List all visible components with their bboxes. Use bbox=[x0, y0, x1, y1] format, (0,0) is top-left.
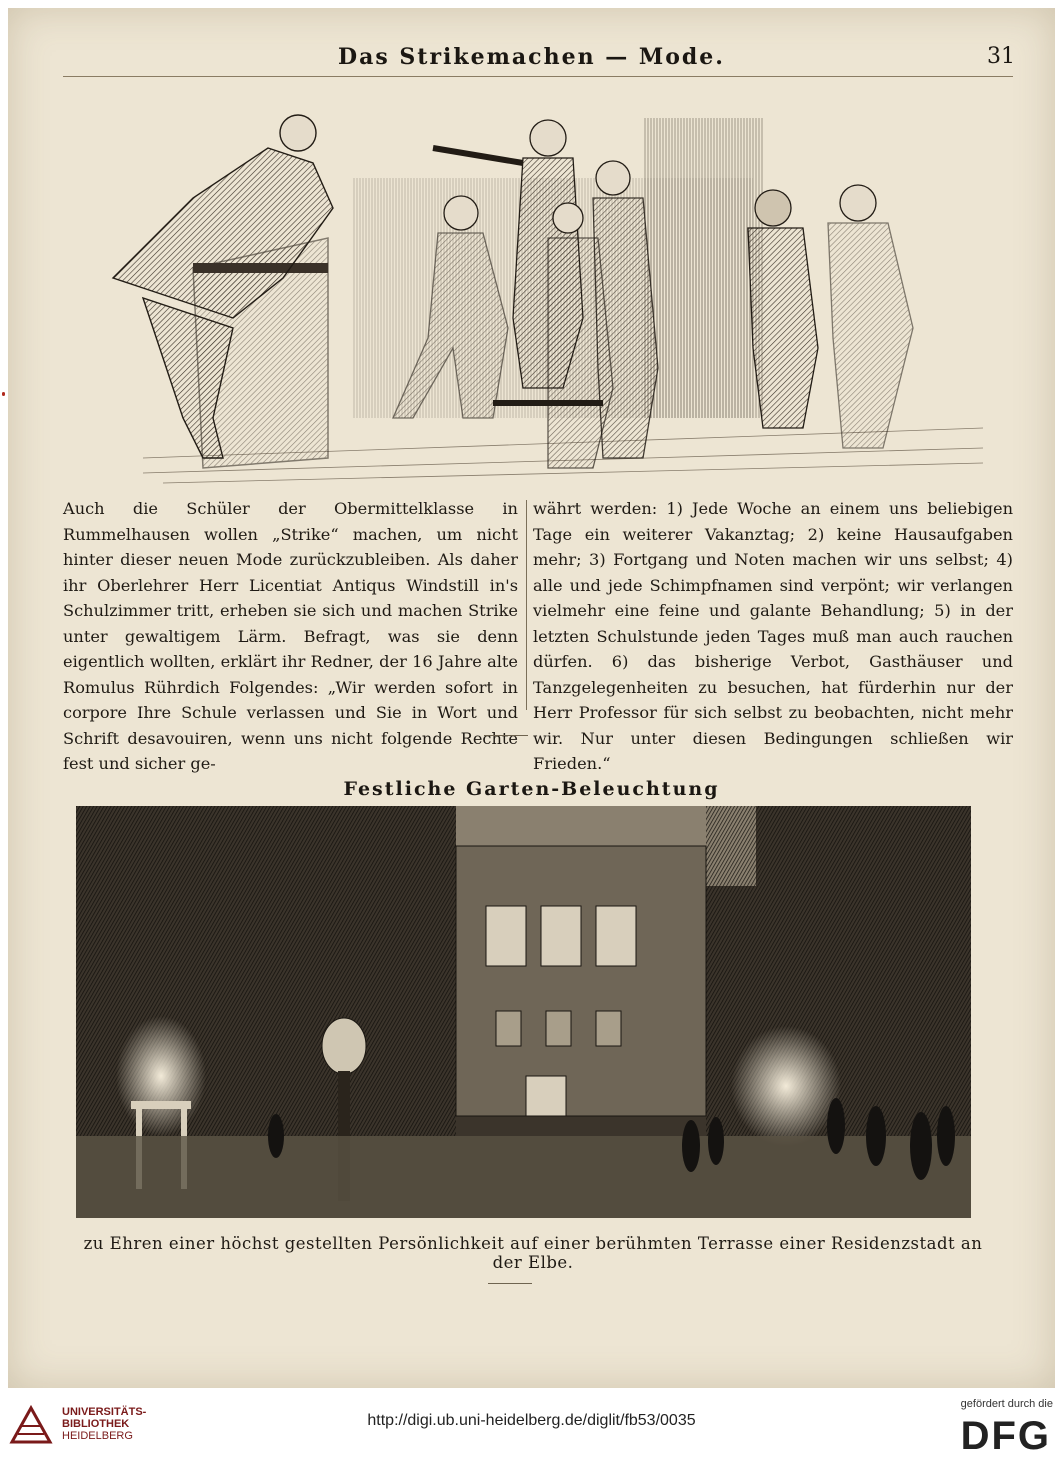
section-title: Festliche Garten-Beleuchtung bbox=[343, 778, 720, 800]
page-header bbox=[8, 44, 1055, 74]
header-rule bbox=[63, 76, 1013, 77]
library-name-line-2: BIBLIOTHEK bbox=[62, 1418, 130, 1430]
library-name-line-1: UNIVERSITÄTS- bbox=[62, 1406, 147, 1418]
strike-illustration-drawing bbox=[83, 88, 983, 488]
article-right-column: währt werden: 1) Jede Woche an einem uns beliebigen Tage ein weiterer Vakanztag; 2) keine Hausaufgaben mehr; 3) Fortgang und Noten machen wir uns selbst; 4) alle und jede Schimpfnamen sind verpönt; wir verlangen vielmehr eine feine und galante Behandlung; 5) in der letzten Schulstunde jeden Tages muß man auch rauchen dürfen. 6) das bisherige Verbot, Gasthäuser und Tanzgelegenheiten zu besuchen, hat fürderhin nur der Herr Professor für sich selbst zu beobachten, nicht mehr wir. Nur unter diesen Bedingungen schließen wir Frieden.“ bbox=[533, 499, 1013, 773]
margin-mark bbox=[2, 392, 5, 396]
viewer-footer bbox=[0, 1388, 1063, 1463]
page-number: 31 bbox=[987, 44, 1015, 69]
library-name-line-3: HEIDELBERG bbox=[62, 1430, 133, 1442]
strike-illustration bbox=[83, 88, 983, 488]
garden-illumination-illustration bbox=[76, 806, 971, 1218]
article-left-column: Auch die Schüler der Obermittelklasse in Rummelhausen wollen „Strike“ machen, um nicht hinter dieser neuen Mode zurückzubleiben. Als daher ihr Oberlehrer Herr Licentiat Antiqus Windstill in's Schulzimmer tritt, erheben sie sich und machen Strike unter gewaltigem Lärm. Befragt, was sie denn eigentlich wollten, erklärt ihr Redner, der 16 Jahre alte Romulus Rührdich Folgendes: „Wir werden sofort in corpore Ihre Schule verlassen und Sie in Wort und Schrift desavouiren, wenn uns nicht folgende Rechte fest und sicher ge- bbox=[63, 499, 518, 773]
dfg-logo: DFG bbox=[960, 1414, 1051, 1458]
closing-separator bbox=[488, 1283, 532, 1284]
permalink-url[interactable]: http://digi.ub.uni-heidelberg.de/diglit/fb53/0035 bbox=[367, 1412, 696, 1429]
illustration-caption: zu Ehren einer höchst gestellten Persönlichkeit auf einer berühmten Terrasse einer Residenzstadt an der Elbe. bbox=[83, 1234, 983, 1272]
funding-note: gefördert durch die bbox=[960, 1398, 1053, 1410]
scanned-page bbox=[8, 8, 1055, 1388]
garden-illustration-drawing bbox=[76, 806, 971, 1218]
section-separator bbox=[484, 735, 528, 736]
running-title: Das Strikemachen — Mode. bbox=[338, 44, 725, 70]
column-divider bbox=[526, 500, 527, 710]
